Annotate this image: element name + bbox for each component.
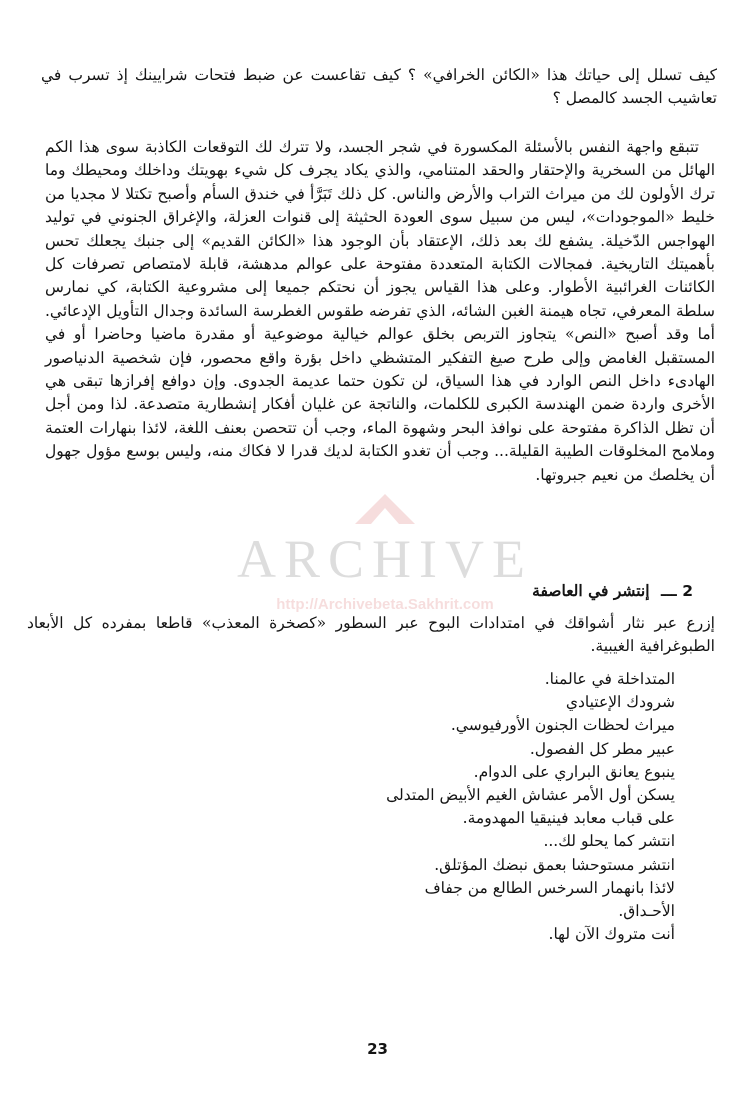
poem-line: على قباب معابد فينيقيا المهدومة. (462, 809, 675, 828)
section-heading (532, 580, 693, 602)
poem-block (235, 668, 675, 946)
poem-line: لائذا بانهمار السرخس الطالع من جفاف (424, 878, 675, 897)
poem-line: ينبوع يعانق البراري على الدوام. (473, 762, 675, 781)
poem-line: الأحـداق. (618, 902, 675, 921)
poem-line: يسكن أول الأمر عشاش الغيم الأبيض المتدلى (386, 786, 675, 805)
section-title: إنتشر في العاصفة (532, 581, 650, 600)
main-paragraph: تتبقع واجهة النفس بالأسئلة المكسورة في شجر الجسد، ولا تترك لك التوقعات الكاذبة سوى هذا الكم الهائل من السخرية والإحتقار والحقد المتنامي، والذي يكاد يجرف كل شيء بهويتك وداخلك ومحيطك وما ترك الأولون لك من ميراث التراب والأرض والناس. كل ذلك تَبَرَّأ في خندق السأم وأصبح تكتلا لا مجديا من خليط «الموجودات»، ليس من سبيل سوى العودة الحثيثة إلى قنوات العزلة، والإغراق الجنوني في توليد الهواجس الدّخيلة. يشفع لك بعد ذلك، الإعتقاد بأن الوجود هذا «الكائن القديم» إلى جنبك يجعلك تحس بأهميتك التاريخية. فمجالات الكتابة المتعددة مفتوحة على عوالم مدهشة، قابلة لامتصاص تصرفات كل الكائنات الغرائبية الأطوار. وعلى هذا القياس يجوز أن نحتكم جميعا إلى مشروعية الكتابة، كي نمارس سلطة المعرفي، تجاه هيمنة الغبن الشائه، الذي تفرضه طقوس الغطرسة السائدة وجدال التأويل الإدعائي. أما وقد أصبح «النص» يتجاوز التربص بخلق عوالم خيالية موضوعية أو مقدرة ماضيا وحاضرا أو في المستقبل الغامض وإلى طرح صيغ التفكير المتشظي داخل بؤرة واقع محصور، فإن شخصية الدنياصور الهادىء داخل النص الوارد في هذا السياق، لن تكون حتما عديمة الجدوى. وإن دوافع إفرازها تبقى هي الأخرى واردة ضمن الهندسة الكبرى للكلمات، والناتجة عن غليان أفكار إنشطارية متصدعة. لذا ومن أجل أن تظل الذاكرة مفتوحة على نوافذ البحر وشهوة الماء، وجب أن تتحصن بعنف اللغة، لائذا بنهارات العتمة وملامح المخلوقات الطيبة القليلة... وجب أن تغدو الكتابة لديك قدرا لا فكاك منه، وليس بوسع مؤول جهول أن يخلصك من نعيم جبروتها. (45, 138, 715, 484)
poem-line: أنت متروك الآن لها. (548, 925, 675, 944)
page-number: 23 (367, 1040, 388, 1058)
poem-line: عبير مطر كل الفصول. (529, 739, 675, 758)
poem-line: المتداخلة في عالمنا. (544, 670, 675, 688)
poem-line: انتشر كما يحلو لك... (543, 832, 675, 851)
archive-logo-icon (345, 488, 425, 528)
poem-line: انتشر مستوحشا بعمق نبضك المؤتلق. (434, 855, 675, 874)
section-number: 2 ـــ (660, 582, 693, 600)
archive-watermark (225, 488, 545, 620)
watermark-url: http://Archivebeta.Sakhrit.com (276, 596, 494, 613)
section-paragraph: إزرع عبر نثار أشواقك في امتدادات البوح عبر السطور «كصخرة المعذب» قاطعا بمفرده كل الأبعاد الطبوغرافية الغيبية. (27, 614, 715, 656)
intro-paragraph: كيف تسلل إلى حياتك هذا «الكائن الخرافي» ؟ كيف تقاعست عن ضبط فتحات شرايينك إذ تسرب في تعاشيب الجسد كالمصل ؟ (41, 66, 717, 108)
watermark-title: ARCHIVE (237, 529, 533, 589)
poem-line: ميراث لحظات الجنون الأورفيوسي. (450, 716, 675, 735)
poem-line: شرودك الإعتيادي (565, 693, 675, 712)
